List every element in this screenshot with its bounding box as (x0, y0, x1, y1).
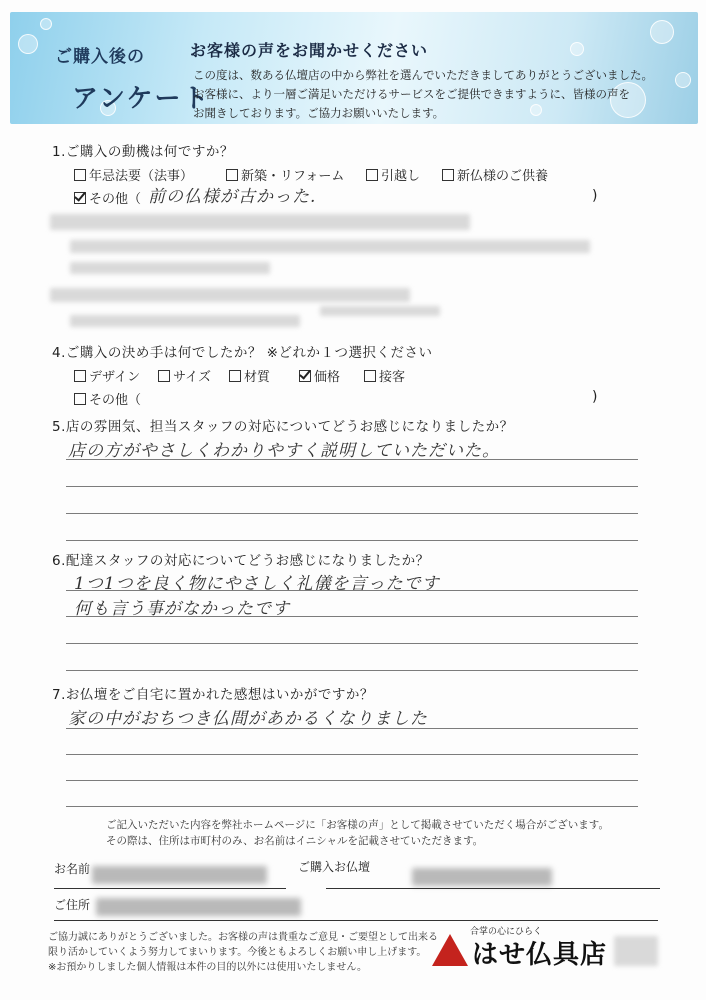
title-line2: アンケート (72, 84, 211, 114)
answer-rule (66, 728, 638, 729)
bubble-decoration (650, 20, 674, 44)
answer-rule (66, 780, 638, 781)
bubble-decoration (40, 18, 52, 30)
q1-option-other[interactable] (74, 188, 141, 207)
notice-line: その際は、住所は市町村のみ、お名前はイニシャルを記載させていただきます。 (106, 835, 484, 847)
q6-answer-line2: 何も言う事がなかったです (74, 599, 290, 619)
redacted-text (50, 214, 470, 230)
close-paren: ) (592, 389, 598, 405)
option-label: 新仏様のご供養 (457, 169, 549, 184)
checkbox[interactable] (364, 370, 376, 382)
redacted-stamp (614, 936, 658, 966)
title-line1: ご購入後の (55, 47, 145, 67)
thanks-line: ※お預かりしました個人情報は本件の目的以外には使用いたしません。 (48, 962, 367, 973)
q5-question: 5.店の雰囲気、担当スタッフの対応についてどうお感じになりましたか？ (52, 419, 514, 435)
checkbox[interactable] (74, 169, 86, 181)
checkbox[interactable] (74, 370, 86, 382)
redacted-name (92, 866, 267, 884)
answer-rule (66, 670, 638, 671)
purchase-label: ご購入お仏壇 (298, 860, 371, 874)
option-label: デザイン (89, 370, 141, 385)
option-label: サイズ (173, 370, 211, 385)
q1-question: 1.ご購入の動機は何ですか？ (52, 144, 234, 160)
redacted-purchase (412, 868, 552, 886)
answer-rule (66, 540, 638, 541)
redacted-address (96, 898, 301, 916)
thanks-line: 限り活かしていくよう努力してまいります。今後ともよろしくお願い申し上げます。 (48, 947, 427, 958)
redacted-text (70, 240, 590, 253)
answer-rule (66, 754, 638, 755)
answer-rule (66, 616, 638, 617)
checkbox-checked[interactable] (299, 370, 311, 382)
q6-question: 6.配達スタッフの対応についてどうお感じになりましたか？ (52, 553, 430, 569)
q7-answer: 家の中がおちつき仏間があかるくなりました (68, 709, 428, 729)
checkbox[interactable] (226, 169, 238, 181)
header-banner (10, 12, 698, 124)
option-label: 価格 (314, 370, 341, 385)
answer-rule (66, 513, 638, 514)
name-label: お名前 (54, 862, 91, 876)
checkbox[interactable] (366, 169, 378, 181)
intro-line: お聞きしております。ご協力お願いいたします。 (193, 106, 445, 120)
option-label: その他（ (89, 393, 142, 408)
q4-option-design[interactable] (74, 366, 140, 385)
checkbox[interactable] (74, 393, 86, 405)
close-paren: ) (592, 188, 598, 204)
thanks-line: ご協力誠にありがとうございました。お客様の声は貴重なご意見・ご要望として出来る (48, 932, 438, 943)
bubble-decoration (570, 42, 584, 56)
redacted-text (50, 288, 410, 302)
answer-rule (66, 459, 638, 460)
checkbox[interactable] (158, 370, 170, 382)
q4-option-service[interactable] (364, 366, 405, 385)
checkbox[interactable] (229, 370, 241, 382)
page-heading: お客様の声をお聞かせください (190, 41, 429, 60)
purchase-underline (326, 888, 660, 889)
answer-rule (66, 590, 638, 591)
checkbox-checked[interactable] (74, 192, 86, 204)
option-label: 接客 (379, 370, 406, 385)
logo-tagline: 合掌の心にひらく (470, 927, 543, 937)
logo-mark-icon (432, 934, 468, 966)
bubble-decoration (18, 34, 38, 54)
intro-line: この度は、数ある仏壇店の中から弊社を選んでいただきましてありがとうございました。 (193, 68, 653, 82)
option-label: その他（ (89, 192, 142, 207)
logo-name: はせ仏具店 (472, 940, 608, 970)
answer-rule (66, 806, 638, 807)
q4-question: 4.ご購入の決め手は何でしたか？ ※どれか１つ選択ください (52, 345, 433, 361)
q1-other-answer: 前の仏様が古かった. (148, 187, 317, 207)
q1-option-new-buddha[interactable] (442, 165, 548, 184)
q6-answer-line1: 1つ1つを良く物にやさしく礼儀を言ったです (74, 574, 440, 594)
option-label: 引越し (381, 169, 421, 184)
intro-text (193, 66, 693, 123)
redacted-text (320, 306, 440, 316)
q4-option-other[interactable] (74, 389, 141, 408)
redacted-text (70, 315, 300, 327)
notice-line: ご記入いただいた内容を弊社ホームページに「お客様の声」として掲載させていただく場合がございます。 (106, 819, 609, 831)
q5-answer: 店の方がやさしくわかりやすく説明していただいた。 (68, 441, 500, 461)
name-underline (54, 888, 286, 889)
redacted-text (70, 262, 270, 274)
q4-option-material[interactable] (229, 366, 270, 385)
company-logo (432, 924, 608, 972)
answer-rule (66, 643, 638, 644)
q7-question: 7.お仏壇をご自宅に置かれた感想はいかがですか？ (52, 687, 374, 703)
option-label: 新築・リフォーム (241, 169, 345, 184)
q4-option-price[interactable] (299, 366, 340, 385)
address-label: ご住所 (54, 898, 91, 912)
q1-option-moving[interactable] (366, 165, 420, 184)
checkbox[interactable] (442, 169, 454, 181)
q4-option-size[interactable] (158, 366, 211, 385)
option-label: 年忌法要（法事） (89, 169, 194, 184)
option-label: 材質 (244, 370, 271, 385)
intro-line: お客様に、より一層ご満足いただけるサービスをご提供できますように、皆様の声を (193, 87, 630, 101)
answer-rule (66, 486, 638, 487)
address-underline (54, 920, 658, 921)
